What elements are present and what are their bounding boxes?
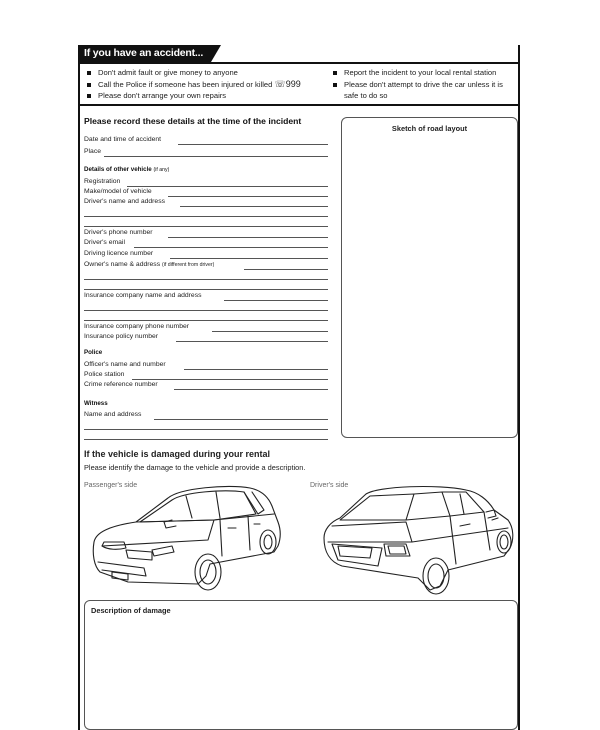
place-label: Place: [84, 148, 102, 155]
damage-description-title: Description of damage: [91, 606, 171, 615]
owner-name-address-field-line[interactable]: [84, 279, 328, 280]
instructions-left-column: [86, 67, 326, 102]
emergency-number: 999: [285, 78, 301, 89]
insurance-name-address-field-line[interactable]: [84, 310, 328, 311]
witness-name-address-field-line[interactable]: [84, 429, 328, 430]
witness-name-address-label: Name and address: [84, 411, 142, 418]
driver-email-field[interactable]: [134, 247, 328, 248]
phone-icon: ☏: [274, 78, 286, 89]
witness-name-address-field-line[interactable]: [84, 439, 328, 440]
insurance-policy-field[interactable]: [176, 341, 328, 342]
insurance-policy-label: Insurance policy number: [84, 333, 159, 340]
insurance-name-address-field-line[interactable]: [84, 320, 328, 321]
police-station-label: Police station: [84, 371, 125, 378]
insurance-name-address-field[interactable]: [224, 300, 328, 301]
passenger-side-label: Passenger's side: [84, 482, 138, 489]
driver-phone-label: Driver's phone number: [84, 229, 153, 236]
damage-description-box[interactable]: [84, 600, 518, 730]
driver-side-car-icon[interactable]: [318, 482, 518, 600]
driver-name-address-label: Driver's name and address: [84, 198, 166, 205]
damage-section-title: If the vehicle is damaged during your rental: [84, 449, 271, 459]
make-model-label: Make/model of vehicle: [84, 188, 152, 195]
accident-tab-title: If you have an accident...: [78, 45, 211, 62]
driver-phone-field[interactable]: [168, 237, 328, 238]
owner-name-address-field-line[interactable]: [84, 289, 328, 290]
other-vehicle-heading: [84, 166, 169, 173]
instruction-item: Don't admit fault or give money to anyone: [86, 67, 326, 79]
sketch-title: Sketch of road layout: [391, 124, 468, 133]
crime-ref-field[interactable]: [174, 389, 328, 390]
driving-licence-label: Driving licence number: [84, 250, 154, 257]
police-station-field[interactable]: [132, 379, 328, 380]
witness-heading: Witness: [84, 400, 108, 407]
passenger-side-car-icon[interactable]: [88, 480, 288, 600]
accident-instructions-box: [78, 62, 520, 106]
place-field[interactable]: [104, 156, 328, 157]
sketch-road-layout-box[interactable]: [341, 117, 518, 438]
date-time-field[interactable]: [178, 144, 328, 145]
instruction-item: Report the incident to your local rental station: [332, 67, 514, 79]
other-vehicle-note: (if any): [153, 167, 170, 173]
registration-field[interactable]: [127, 186, 328, 187]
damage-section-subtitle: Please identify the damage to the vehicle and provide a description.: [84, 463, 306, 472]
owner-name-address-label: [84, 261, 214, 268]
registration-label: Registration: [84, 178, 121, 185]
driver-side-label: Driver's side: [310, 482, 349, 489]
driver-name-address-field-line[interactable]: [84, 226, 328, 227]
insurance-name-address-label: Insurance company name and address: [84, 292, 202, 299]
instruction-item: Please don't arrange your own repairs: [86, 90, 326, 102]
driver-name-address-field[interactable]: [180, 206, 328, 207]
instruction-item: Please don't attempt to drive the car unless it is safe to do so: [332, 79, 514, 102]
other-vehicle-heading-text: Details of other vehicle: [84, 166, 152, 173]
witness-name-address-field[interactable]: [154, 419, 328, 420]
officer-field[interactable]: [184, 369, 328, 370]
instruction-text: Call the Police if someone has been injured or killed: [98, 79, 273, 89]
instructions-right-column: [332, 67, 514, 102]
owner-label-text: Owner's name & address: [84, 261, 161, 268]
owner-name-address-field[interactable]: [244, 269, 328, 270]
owner-note: (if different from driver): [162, 262, 215, 268]
officer-label: Officer's name and number: [84, 361, 166, 368]
instruction-item: [86, 79, 326, 91]
date-time-label: Date and time of accident: [84, 136, 162, 143]
make-model-field[interactable]: [168, 196, 328, 197]
police-heading: Police: [84, 349, 103, 356]
crime-ref-label: Crime reference number: [84, 381, 158, 388]
details-section-title: Please record these details at the time of the incident: [84, 116, 302, 126]
insurance-phone-field[interactable]: [212, 331, 328, 332]
driver-email-label: Driver's email: [84, 239, 125, 246]
driver-name-address-field-line[interactable]: [84, 216, 328, 217]
insurance-phone-label: Insurance company phone number: [84, 323, 190, 330]
driving-licence-field[interactable]: [170, 258, 328, 259]
